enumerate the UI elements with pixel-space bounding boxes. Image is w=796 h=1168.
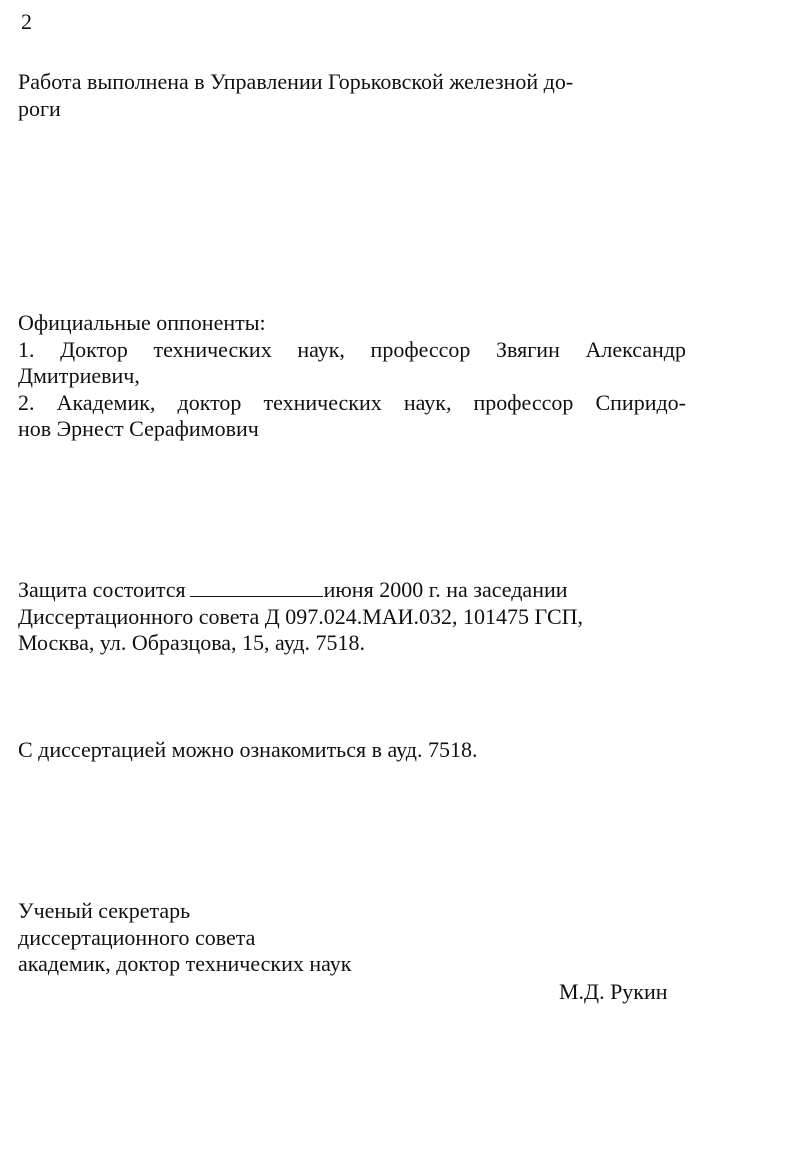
secretary-signature-name: М.Д. Рукин <box>559 979 668 1004</box>
page-number: 2 <box>21 9 32 34</box>
work-done-paragraph <box>18 69 686 122</box>
opponent-2-line-1: 2. Академик, доктор технических наук, профессор Спиридо- <box>18 389 686 415</box>
dissertation-access-paragraph <box>18 737 686 764</box>
opponent-1-line-2: Дмитриевич, <box>18 363 140 388</box>
work-done-line-1: Работа выполнена в Управлении Горьковской железной до- <box>18 69 574 94</box>
secretary-block <box>18 898 686 978</box>
defense-line-2: Диссертационного совета Д 097.024.МАИ.032, 101475 ГСП, <box>18 603 584 629</box>
defense-line-3: Москва, ул. Образцова, 15, ауд. 7518. <box>18 630 366 655</box>
opponents-section <box>18 310 686 443</box>
defense-section <box>18 577 698 657</box>
secretary-line-2: диссертационного совета <box>18 924 256 950</box>
work-done-line-2: роги <box>18 95 61 121</box>
opponent-2-line-2: нов Эрнест Серафимович <box>18 416 259 441</box>
defense-prefix: Защита состоится <box>18 577 186 602</box>
dissertation-access-text: С диссертацией можно ознакомиться в ауд. 7518. <box>18 737 478 762</box>
date-blank-field <box>190 577 323 597</box>
secretary-line-1: Ученый секретарь <box>18 898 191 923</box>
defense-suffix: июня 2000 г. на заседании <box>323 577 568 602</box>
opponent-1-line-1: 1. Доктор технических наук, профессор Звягин Александр <box>18 336 686 362</box>
defense-line-1 <box>18 577 698 604</box>
opponents-heading: Официальные оппоненты: <box>18 310 266 335</box>
secretary-line-3: академик, доктор технических наук <box>18 951 352 976</box>
